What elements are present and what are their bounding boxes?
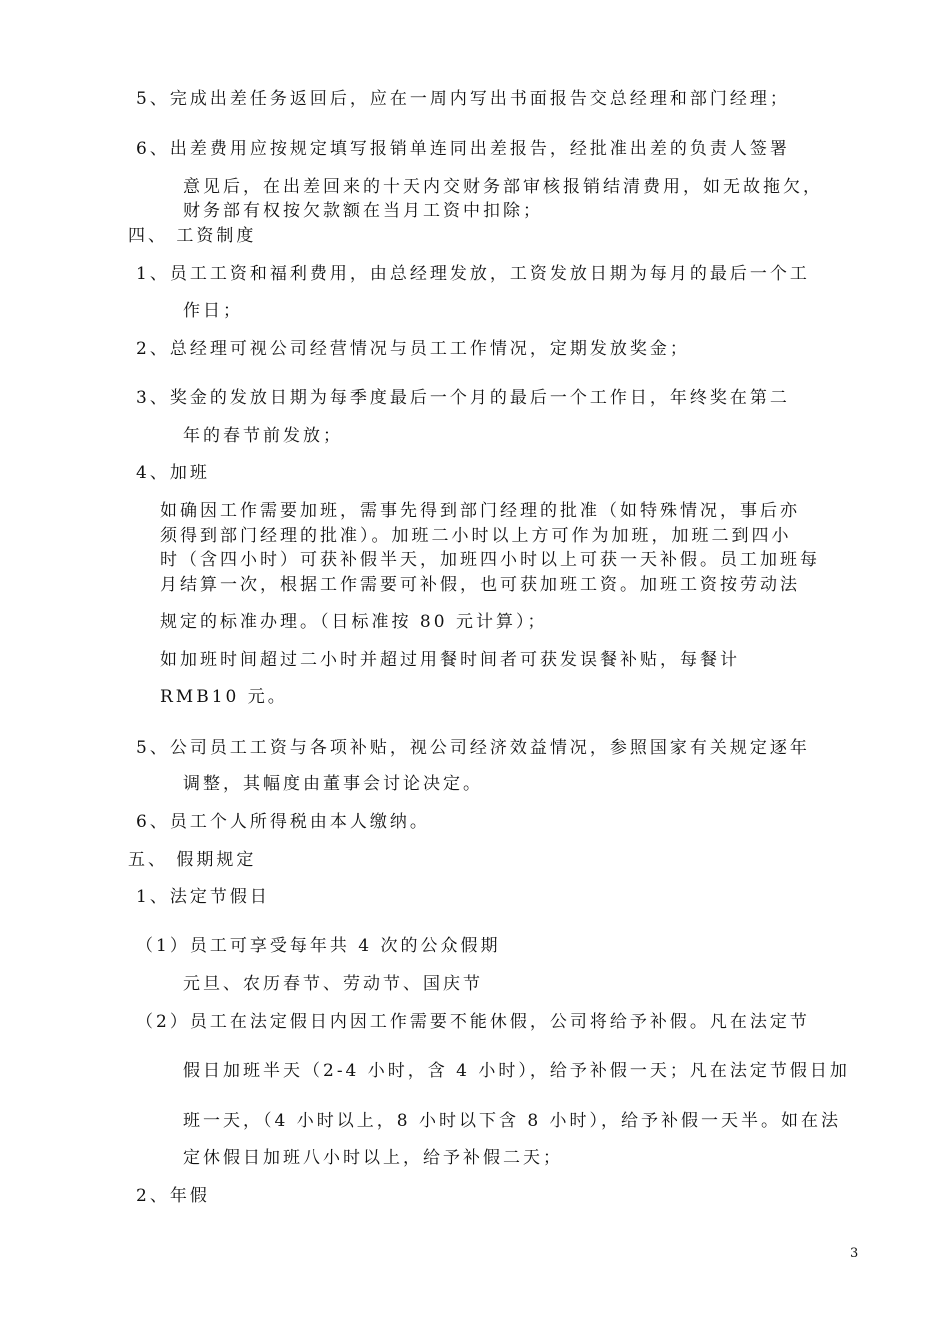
text-line: 5、公司员工工资与各项补贴，视公司经济效益情况，参照国家有关规定逐年 (136, 738, 810, 758)
text-line: 班一天，（4 小时以上，8 小时以下含 8 小时），给予补假一天半。如在法 (183, 1111, 842, 1131)
text-line: 2、年假 (136, 1186, 210, 1206)
text-line: 定休假日加班八小时以上，给予补假二天； (183, 1148, 563, 1168)
text-line: 年的春节前发放； (183, 426, 343, 446)
text-line: 作日； (183, 301, 243, 321)
text-line: 规定的标准办理。（日标准按 80 元计算）； (160, 612, 548, 632)
text-line: 元旦、农历春节、劳动节、国庆节 (183, 974, 483, 994)
text-line: 月结算一次，根据工作需要可补假，也可获加班工资。加班工资按劳动法 (160, 575, 800, 595)
text-line: 1、法定节假日 (136, 887, 270, 907)
text-line: 财务部有权按欠款额在当月工资中扣除； (183, 201, 543, 221)
text-line: （2）员工在法定假日内因工作需要不能休假，公司将给予补假。凡在法定节 (136, 1012, 810, 1032)
text-line: 须得到部门经理的批准）。加班二小时以上方可作为加班，加班二到四小 (160, 526, 792, 546)
text-line: 时（含四小时）可获补假半天，加班四小时以上可获一天补假。员工加班每 (160, 550, 820, 570)
text-line: 5、完成出差任务返回后，应在一周内写出书面报告交总经理和部门经理； (136, 89, 790, 109)
text-line: 调整，其幅度由董事会讨论决定。 (183, 774, 483, 794)
text-line: 4、加班 (136, 463, 210, 483)
text-line: 1、员工工资和福利费用，由总经理发放，工资发放日期为每月的最后一个工 (136, 264, 810, 284)
text-line: 如加班时间超过二小时并超过用餐时间者可获发误餐补贴，每餐计 (160, 650, 740, 670)
text-line: 3、奖金的发放日期为每季度最后一个月的最后一个工作日，年终奖在第二 (136, 388, 790, 408)
text-line: （1）员工可享受每年共 4 次的公众假期 (136, 936, 501, 956)
text-line: 意见后，在出差回来的十天内交财务部审核报销结清费用，如无故拖欠， (183, 177, 823, 197)
page-number: 3 (850, 1246, 859, 1261)
text-line: 6、出差费用应按规定填写报销单连同出差报告，经批准出差的负责人签署 (136, 139, 790, 159)
text-line: 6、员工个人所得税由本人缴纳。 (136, 812, 430, 832)
text-line: RMB10 元。 (160, 687, 288, 707)
text-line: 假日加班半天（2-4 小时，含 4 小时），给予补假一天；凡在法定节假日加 (183, 1061, 850, 1081)
section-heading: 四、 工资制度 (128, 226, 257, 246)
section-heading: 五、 假期规定 (128, 850, 257, 870)
text-line: 2、总经理可视公司经营情况与员工工作情况，定期发放奖金； (136, 339, 690, 359)
text-line: 如确因工作需要加班，需事先得到部门经理的批准（如特殊情况，事后亦 (160, 501, 800, 521)
